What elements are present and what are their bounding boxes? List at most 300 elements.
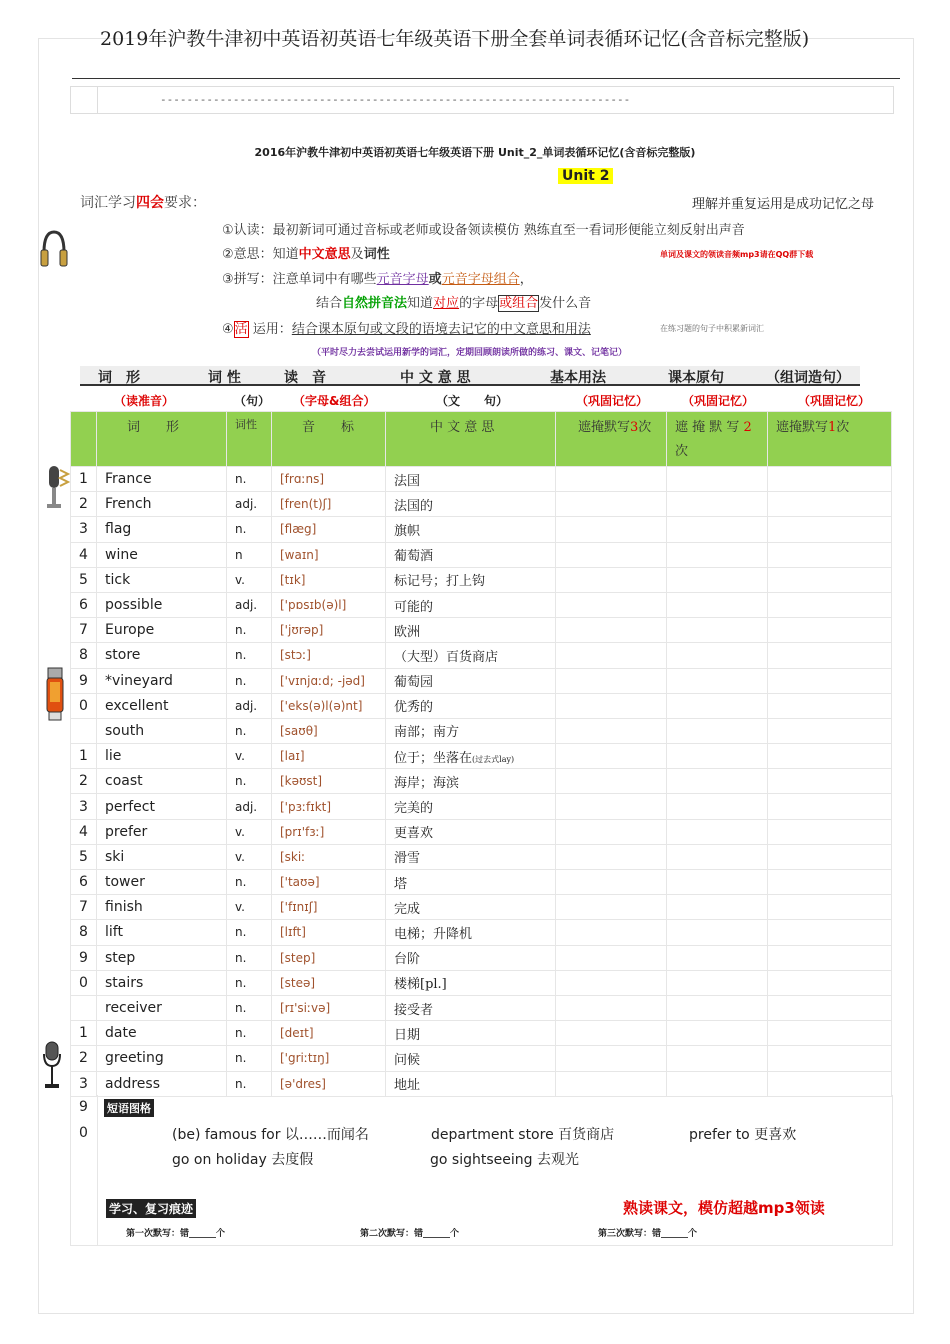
row-ipa — [272, 567, 386, 592]
th-rec3-a: 遮掩默写 — [578, 420, 631, 435]
row-word-text: date — [105, 1025, 137, 1042]
table-row — [71, 970, 892, 995]
step-3-phonics: 自然拼音法 — [342, 296, 408, 311]
row-recall-1[interactable] — [768, 517, 892, 542]
row-meaning-text: （大型）百货商店 — [394, 649, 499, 665]
row-recall-1[interactable] — [768, 643, 892, 668]
row-number-text: 8 — [79, 924, 88, 941]
row-recall-1[interactable] — [768, 618, 892, 643]
row-ipa — [272, 844, 386, 869]
row-recall-3[interactable] — [556, 995, 667, 1020]
row-number — [71, 744, 97, 769]
row-meaning — [386, 920, 556, 945]
table-row — [71, 844, 892, 869]
row-recall-3[interactable] — [556, 920, 667, 945]
row-ipa — [272, 819, 386, 844]
row-pos — [227, 718, 272, 743]
row-word-text: coast — [105, 773, 143, 790]
row-ipa — [272, 718, 386, 743]
unit-subtitle: 2016年沪教牛津初中英语初英语七年级英语下册 Unit_2_单词表循环记忆(含音标完整版) — [254, 146, 696, 159]
table-row — [71, 1021, 892, 1046]
row-word — [97, 945, 227, 970]
table-row — [71, 1046, 892, 1071]
row-recall-1[interactable] — [768, 895, 892, 920]
row-ipa — [272, 995, 386, 1020]
row-recall-1[interactable] — [768, 945, 892, 970]
row-recall-3[interactable] — [556, 1046, 667, 1071]
step-3-combo: 元音字母组合 — [441, 272, 520, 287]
row-pos-text: n. — [235, 875, 247, 890]
row-word-text: French — [105, 496, 152, 513]
row-number — [71, 769, 97, 794]
microphone-icon — [44, 464, 70, 510]
row-ipa — [272, 1046, 386, 1071]
row-recall-1[interactable] — [768, 970, 892, 995]
row-recall-1[interactable] — [768, 769, 892, 794]
motto: 理解并重复运用是成功记忆之母 — [692, 197, 875, 212]
step-4-d: 结合课本原句或文段的语境去记它的中文意思和用法 — [291, 322, 591, 337]
row-number — [71, 693, 97, 718]
row-recall-3[interactable] — [556, 618, 667, 643]
row-meaning-text: 法国的 — [394, 498, 434, 514]
row-recall-1[interactable] — [768, 819, 892, 844]
row-recall-3[interactable] — [556, 870, 667, 895]
table-row — [71, 794, 892, 819]
th-word: 词 形 — [97, 412, 227, 467]
row-meaning — [386, 744, 556, 769]
col-sub-4: （巩固记忆） — [576, 394, 649, 408]
row-meaning — [386, 693, 556, 718]
row-pos-text: adj. — [235, 598, 258, 613]
row-word-text: greeting — [105, 1050, 164, 1067]
row-pos-text: n. — [235, 1026, 247, 1041]
row-recall-2[interactable] — [667, 1071, 768, 1096]
row-recall-2[interactable] — [667, 995, 768, 1020]
row-word — [97, 492, 227, 517]
row-recall-1[interactable] — [768, 1046, 892, 1071]
row-ipa — [272, 668, 386, 693]
table-row — [71, 517, 892, 542]
row-ipa-text: [lɪft] — [280, 925, 306, 940]
row-number — [71, 844, 97, 869]
col-head-ipa: 读 音 — [284, 370, 326, 386]
row-pos — [227, 995, 272, 1020]
row-meaning — [386, 718, 556, 743]
row-number-text: 5 — [79, 571, 88, 588]
row-ipa-text: [step] — [280, 950, 316, 965]
row-meaning — [386, 1071, 556, 1096]
row-word — [97, 769, 227, 794]
row-ipa-text: [frɑːns] — [280, 472, 325, 487]
row-number — [71, 794, 97, 819]
row-ipa — [272, 794, 386, 819]
table-row — [71, 819, 892, 844]
row-pos — [227, 492, 272, 517]
row-recall-3[interactable] — [556, 668, 667, 693]
row-ipa-text: [stɔː] — [280, 648, 311, 663]
row-recall-3[interactable] — [556, 945, 667, 970]
row-pos-text: n. — [235, 925, 247, 940]
row-recall-3[interactable] — [556, 819, 667, 844]
row-pos — [227, 819, 272, 844]
review-tag: 学习、复习痕迹 — [106, 1199, 196, 1218]
table-row — [71, 718, 892, 743]
row-pos — [227, 567, 272, 592]
row-pos-text: n. — [235, 723, 247, 738]
req-highlight: 四会 — [136, 195, 164, 211]
row-recall-2[interactable] — [667, 693, 768, 718]
row-recall-2[interactable] — [667, 844, 768, 869]
step-4-a: ④ — [222, 322, 234, 337]
row-pos-text: v. — [235, 572, 245, 587]
row-word-text: prefer — [105, 823, 148, 840]
row-recall-2[interactable] — [667, 895, 768, 920]
row-ipa-text: [steə] — [280, 975, 316, 990]
row-word — [97, 668, 227, 693]
row-ipa-text: ['vɪnjɑːd; -jəd] — [280, 673, 365, 688]
row-ipa-text: ['jʊrəp] — [280, 623, 324, 638]
row-pos — [227, 467, 272, 492]
row-recall-2[interactable] — [667, 718, 768, 743]
row-word — [97, 920, 227, 945]
row-pos — [227, 920, 272, 945]
row-ipa — [272, 895, 386, 920]
row-pos — [227, 592, 272, 617]
row-pos-text: adj. — [235, 698, 258, 713]
row-word-text: *vineyard — [105, 672, 173, 689]
step-3-vowel: 元音字母 — [376, 272, 429, 287]
row-pos-text: n. — [235, 522, 247, 537]
step-3-boxed: 或组合 — [499, 296, 539, 311]
step-3-match: 对应 — [433, 296, 460, 311]
row-pos — [227, 744, 272, 769]
row-ipa-text: [laɪ] — [280, 749, 305, 764]
row-pos-text: adj. — [235, 497, 258, 512]
row-word — [97, 693, 227, 718]
row-ipa-text: ['pɜːfɪkt] — [280, 799, 332, 814]
row-ipa — [272, 517, 386, 542]
th-rec2 — [667, 412, 768, 467]
row-word-text: Europe — [105, 622, 155, 639]
step-2-pos: 词性 — [363, 247, 390, 262]
row-ipa-text: ['eks(ə)l(ə)nt] — [280, 698, 363, 713]
row-recall-3[interactable] — [556, 592, 667, 617]
row-word — [97, 643, 227, 668]
table-row — [71, 920, 892, 945]
row-recall-3[interactable] — [556, 1021, 667, 1046]
row-word — [97, 995, 227, 1020]
row-number — [71, 945, 97, 970]
row-ipa — [272, 769, 386, 794]
row-word — [97, 844, 227, 869]
row-ipa — [272, 592, 386, 617]
th-ipa: 音 标 — [272, 412, 386, 467]
row-recall-1[interactable] — [768, 718, 892, 743]
row-recall-2[interactable] — [667, 744, 768, 769]
row-ipa-text: ['griːtɪŋ] — [280, 1051, 330, 1066]
row-meaning-text: 日期 — [394, 1027, 421, 1043]
row-word-text: tick — [105, 571, 131, 588]
row-meaning — [386, 592, 556, 617]
row-ipa — [272, 618, 386, 643]
row-ipa — [272, 467, 386, 492]
phrase-tag: 短语图格 — [104, 1099, 154, 1117]
row-ipa-text: [rɪ'siːvə] — [280, 1001, 331, 1016]
row-recall-2[interactable] — [667, 567, 768, 592]
col-head-make: （组词造句） — [766, 370, 850, 386]
step-3-cont — [316, 292, 591, 311]
table-row — [71, 744, 892, 769]
row-ipa — [272, 870, 386, 895]
row-meaning-text: 更喜欢 — [394, 826, 434, 842]
row-number — [71, 592, 97, 617]
row-ipa-text: [ə'dres] — [280, 1076, 326, 1091]
row-word — [97, 895, 227, 920]
th-pos: 词性 — [227, 412, 272, 467]
row-number-text: 2 — [79, 496, 88, 513]
row-number-text: 2 — [79, 1050, 88, 1067]
row-recall-1[interactable] — [768, 567, 892, 592]
row-recall-1[interactable] — [768, 467, 892, 492]
th-rec2-b: 次 — [675, 444, 689, 459]
row-word — [97, 718, 227, 743]
step-3 — [222, 268, 533, 287]
row-meaning-text: 塔 — [394, 876, 408, 892]
row-recall-1[interactable] — [768, 693, 892, 718]
th-rec2-n: 2 — [743, 420, 752, 435]
row-recall-1[interactable] — [768, 492, 892, 517]
row-recall-3[interactable] — [556, 744, 667, 769]
row-ipa — [272, 945, 386, 970]
requirement-heading — [80, 192, 206, 212]
row-recall-2[interactable] — [667, 819, 768, 844]
row-recall-1[interactable] — [768, 920, 892, 945]
row-meaning-text: 旗帜 — [394, 523, 421, 539]
row-recall-2[interactable] — [667, 618, 768, 643]
review-note: 熟读课文，模仿超越mp3领读 — [623, 1199, 825, 1217]
row-pos-text: n. — [235, 1076, 247, 1091]
row-recall-3[interactable] — [556, 718, 667, 743]
row-meaning — [386, 668, 556, 693]
row-number-text: 9 — [79, 672, 88, 689]
row-recall-2[interactable] — [667, 643, 768, 668]
row-recall-3[interactable] — [556, 693, 667, 718]
row-pos — [227, 643, 272, 668]
step-2-meaning: 中文意思 — [298, 247, 351, 262]
row-word — [97, 1046, 227, 1071]
row-recall-2[interactable] — [667, 769, 768, 794]
row-recall-1[interactable] — [768, 1071, 892, 1096]
row-recall-2[interactable] — [667, 592, 768, 617]
row-number-text: 8 — [79, 647, 88, 664]
row-ipa-text: [kəʊst] — [280, 774, 323, 789]
row-word-text: step — [105, 949, 136, 966]
row-ipa-text: ['taʊə] — [280, 875, 320, 890]
row-meaning-text: 电梯；升降机 — [394, 926, 473, 942]
row-meaning — [386, 1021, 556, 1046]
row-number — [71, 567, 97, 592]
row-recall-3[interactable] — [556, 467, 667, 492]
row-recall-3[interactable] — [556, 895, 667, 920]
row-recall-2[interactable] — [667, 517, 768, 542]
phrase-4: go on holiday 去度假 — [172, 1152, 314, 1168]
row-recall-2[interactable] — [667, 920, 768, 945]
row-word — [97, 870, 227, 895]
row-recall-2[interactable] — [667, 1046, 768, 1071]
row-recall-3[interactable] — [556, 567, 667, 592]
step-3-j: 的字母 — [459, 296, 499, 311]
row-number — [71, 718, 97, 743]
row-recall-2[interactable] — [667, 542, 768, 567]
row-word-text: flag — [105, 521, 132, 538]
phrase-2: department store 百货商店 — [431, 1127, 615, 1143]
table-row — [71, 1071, 892, 1096]
row-recall-2[interactable] — [667, 668, 768, 693]
row-recall-2[interactable] — [667, 945, 768, 970]
step-3-h: 知道 — [407, 296, 434, 311]
row-word — [97, 618, 227, 643]
th-rec3-b: 次 — [638, 420, 652, 435]
phrase-5: go sightseeing 去观光 — [430, 1152, 579, 1168]
row-word — [97, 467, 227, 492]
row-number-text: 6 — [79, 597, 88, 614]
step-2-a: ②意思：知道 — [222, 247, 299, 262]
row-recall-3[interactable] — [556, 542, 667, 567]
col-head-sentence: 课本原句 — [668, 370, 724, 386]
row-number-text: 9 — [79, 949, 88, 966]
col-head-pos: 词 性 — [208, 370, 241, 386]
row-number-text: 1 — [79, 471, 88, 488]
row-recall-1[interactable] — [768, 668, 892, 693]
row-word — [97, 592, 227, 617]
row-meaning — [386, 970, 556, 995]
row-recall-2[interactable] — [667, 492, 768, 517]
col-sub-0: （读准音） — [114, 394, 175, 408]
row-ipa-text: [skiː — [280, 849, 306, 864]
step-3-or: 或 — [428, 272, 442, 287]
row-pos — [227, 870, 272, 895]
lighter-icon — [44, 666, 66, 724]
row-number-text: 7 — [79, 899, 88, 916]
row-number — [71, 643, 97, 668]
row-pos-text: n. — [235, 673, 247, 688]
step-3-a: ③拼写：注意单词中有哪些 — [222, 272, 377, 287]
row-word-text: ski — [105, 848, 125, 865]
th-rec1-b: 次 — [836, 420, 850, 435]
row-meaning-text: 地址 — [394, 1078, 421, 1094]
row-number — [71, 920, 97, 945]
row-recall-3[interactable] — [556, 643, 667, 668]
row-recall-1[interactable] — [768, 542, 892, 567]
th-rec1-a: 遮掩默写 — [776, 420, 829, 435]
th-cn: 中 文 意 思 — [386, 412, 556, 467]
row-number-text: 1 — [79, 748, 88, 765]
table-row — [71, 542, 892, 567]
row-meaning-note: (过去式lay) — [472, 754, 515, 764]
th-rec1 — [768, 412, 892, 467]
row-recall-3[interactable] — [556, 970, 667, 995]
row-pos-text: n. — [235, 623, 247, 638]
row-number — [71, 542, 97, 567]
table-header-row — [71, 412, 892, 467]
phrase-1: (be) famous for 以……而闻名 — [172, 1127, 369, 1143]
row-pos — [227, 618, 272, 643]
row-recall-2[interactable] — [667, 1021, 768, 1046]
row-recall-1[interactable] — [768, 794, 892, 819]
row-meaning — [386, 517, 556, 542]
row-recall-2[interactable] — [667, 467, 768, 492]
row-word-text: lie — [105, 748, 122, 765]
row-recall-3[interactable] — [556, 844, 667, 869]
row-number-text: 0 — [79, 697, 88, 714]
row-number — [71, 819, 97, 844]
row-meaning — [386, 643, 556, 668]
row-recall-2[interactable] — [667, 794, 768, 819]
table-row — [71, 693, 892, 718]
row-recall-3[interactable] — [556, 492, 667, 517]
row-ipa — [272, 1021, 386, 1046]
row-meaning-text: 接受者 — [394, 1002, 434, 1018]
phrase-box — [70, 1095, 893, 1246]
row-recall-1[interactable] — [768, 592, 892, 617]
row-recall-3[interactable] — [556, 769, 667, 794]
row-recall-1[interactable] — [768, 870, 892, 895]
col-sub-2: （字母&组合） — [293, 394, 376, 408]
row-recall-2[interactable] — [667, 970, 768, 995]
row-meaning — [386, 794, 556, 819]
header-rule — [72, 78, 900, 79]
row-meaning-text: 欧洲 — [394, 624, 421, 640]
row-number — [71, 870, 97, 895]
dictation-1: 第一次默写：错______个 — [126, 1229, 226, 1239]
row-number-text: 1 — [79, 1025, 88, 1042]
row-meaning — [386, 618, 556, 643]
row-number-text: 3 — [79, 798, 88, 815]
row-meaning-text: 楼梯[pl.] — [394, 977, 447, 993]
row-recall-3[interactable] — [556, 517, 667, 542]
row-recall-1[interactable] — [768, 744, 892, 769]
row-recall-1[interactable] — [768, 995, 892, 1020]
row-pos-text: n. — [235, 950, 247, 965]
table-row — [71, 895, 892, 920]
step-2-c: 及 — [350, 247, 364, 262]
row-recall-3[interactable] — [556, 794, 667, 819]
step-3-l: 发什么音 — [539, 296, 592, 311]
row-ipa-text: [flæg] — [280, 522, 317, 537]
row-pos-text: v. — [235, 749, 245, 764]
step-4-boxed: 活 — [234, 322, 248, 337]
row-ipa — [272, 1071, 386, 1096]
row-number — [71, 1071, 97, 1096]
row-word — [97, 517, 227, 542]
row-pos-text: n. — [235, 774, 247, 789]
row-meaning — [386, 1046, 556, 1071]
row-pos — [227, 895, 272, 920]
row-recall-1[interactable] — [768, 844, 892, 869]
row-number — [71, 492, 97, 517]
row-recall-3[interactable] — [556, 1071, 667, 1096]
table-row — [71, 567, 892, 592]
row-pos — [227, 794, 272, 819]
th-rec2-a: 遮 掩 默 写 — [675, 420, 740, 435]
dictation-3: 第三次默写：错______个 — [598, 1229, 698, 1239]
row-recall-1[interactable] — [768, 1021, 892, 1046]
row-pos-text: n. — [235, 472, 247, 487]
row-recall-2[interactable] — [667, 870, 768, 895]
row-word — [97, 970, 227, 995]
row-number-text: 3 — [79, 1075, 88, 1092]
row-number-text: 4 — [79, 823, 88, 840]
